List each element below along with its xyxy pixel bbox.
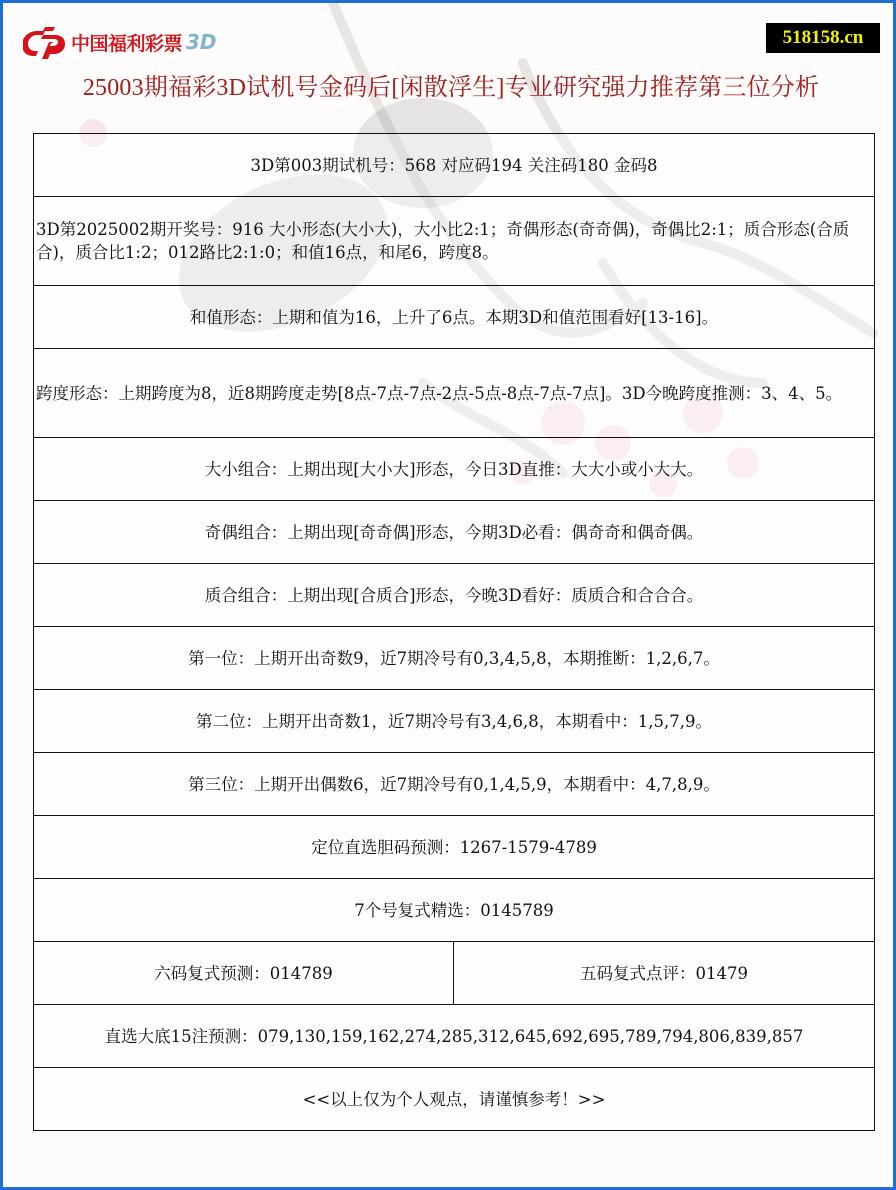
six-code-prediction-cell: 六码复式预测：014789 bbox=[34, 942, 454, 1005]
five-code-review-cell: 五码复式点评：01479 bbox=[454, 942, 875, 1005]
sum-pattern-cell: 和值形态：上期和值为16，上升了6点。本期3D和值范围看好[13-16]。 bbox=[34, 286, 875, 349]
size-combo-cell: 大小组合：上期出现[大小大]形态，今日3D直推：大大小或小大大。 bbox=[34, 438, 875, 501]
direct-selection-cell: 直选大底15注预测：079,130,159,162,274,285,312,645,692,695,789,794,806,839,857 bbox=[34, 1005, 875, 1068]
table-row bbox=[34, 753, 875, 816]
table-row bbox=[34, 942, 875, 1005]
table-row bbox=[34, 1005, 875, 1068]
span-pattern-cell: 跨度形态：上期跨度为8，近8期跨度走势[8点-7点-7点-2点-5点-8点-7点-7点]。3D今晚跨度推测：3、4、5。 bbox=[34, 349, 875, 438]
table-row bbox=[34, 134, 875, 197]
table-row bbox=[34, 564, 875, 627]
table-row bbox=[34, 501, 875, 564]
trial-number-cell: 3D第003期试机号：568 对应码194 关注码180 金码8 bbox=[34, 134, 875, 197]
page-title: 25003期福彩3D试机号金码后[闲散浮生]专业研究强力推荐第三位分析 bbox=[82, 75, 820, 101]
second-position-cell: 第二位：上期开出奇数1，近7期冷号有3,4,6,8，本期看中：1,5,7,9。 bbox=[34, 690, 875, 753]
welfare-lottery-logo-icon bbox=[23, 25, 67, 59]
table-row bbox=[34, 286, 875, 349]
table-row bbox=[34, 197, 875, 286]
last-draw-cell: 3D第2025002期开奖号：916 大小形态(大小大)，大小比2:1；奇偶形态(奇奇偶)，奇偶比2:1；质合形态(合质合)，质合比1:2；012路比2:1:0；和值16点，和尾6，跨度8。 bbox=[34, 197, 875, 286]
logo-text: 中国福利彩票 bbox=[71, 32, 183, 55]
odd-even-combo-cell: 奇偶组合：上期出现[奇奇偶]形态，今期3D必看：偶奇奇和偶奇偶。 bbox=[34, 501, 875, 564]
seven-number-pick-cell: 7个号复式精选：0145789 bbox=[34, 879, 875, 942]
analysis-table bbox=[33, 133, 875, 1131]
table-row bbox=[34, 349, 875, 438]
table-row bbox=[34, 627, 875, 690]
table-row bbox=[34, 816, 875, 879]
first-position-cell: 第一位：上期开出奇数9，近7期冷号有0,3,4,5,8，本期推断：1,2,6,7。 bbox=[34, 627, 875, 690]
table-row bbox=[34, 1068, 875, 1131]
third-position-cell: 第三位：上期开出偶数6，近7期冷号有0,1,4,5,9，本期看中：4,7,8,9。 bbox=[34, 753, 875, 816]
lottery-logo[interactable] bbox=[23, 25, 217, 59]
disclaimer-cell: <<以上仅为个人观点，请谨慎参考！>> bbox=[34, 1068, 875, 1131]
table-row bbox=[34, 438, 875, 501]
header bbox=[3, 3, 896, 128]
table-row bbox=[34, 690, 875, 753]
site-domain-badge[interactable]: 518158.cn bbox=[766, 23, 880, 53]
table-row bbox=[34, 879, 875, 942]
prime-composite-combo-cell: 质合组合：上期出现[合质合]形态，今晚3D看好：质质合和合合合。 bbox=[34, 564, 875, 627]
positional-prediction-cell: 定位直选胆码预测：1267-1579-4789 bbox=[34, 816, 875, 879]
logo-3d-text: 3D bbox=[186, 30, 217, 54]
